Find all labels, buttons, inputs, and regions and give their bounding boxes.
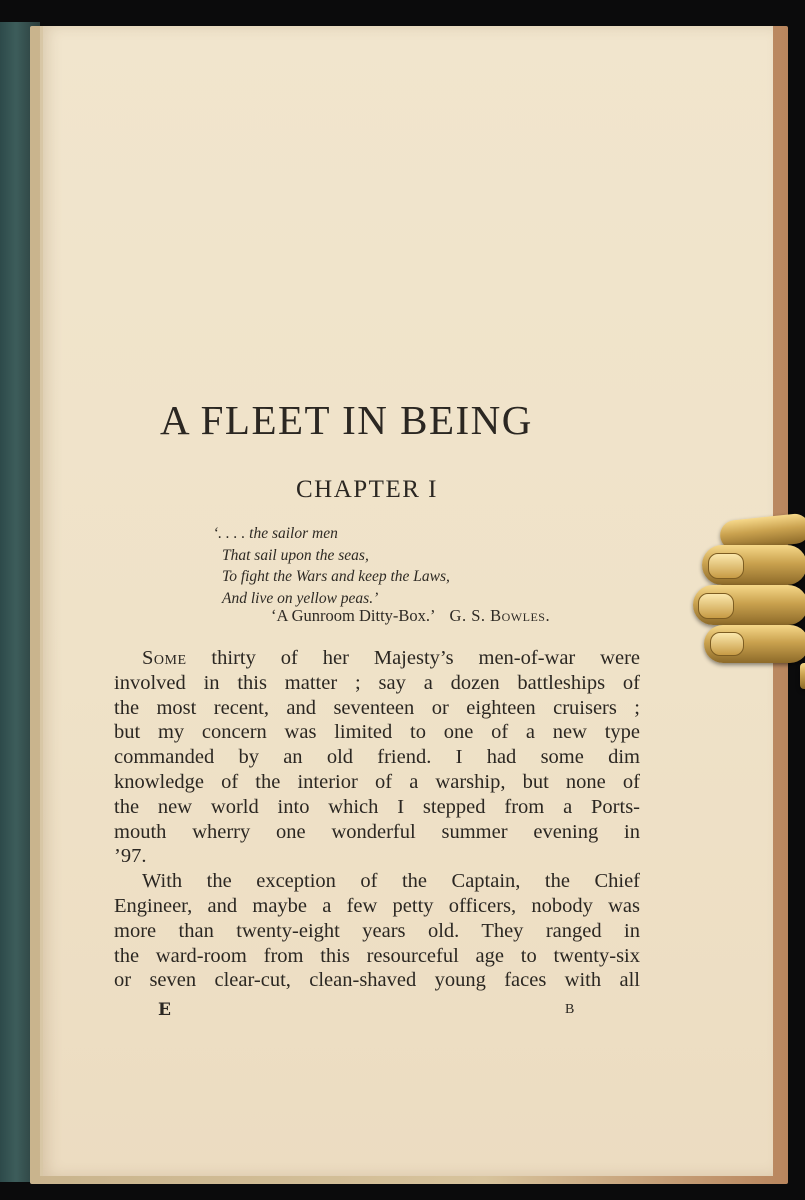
text-line: but my concern was limited to one of a new type — [114, 721, 640, 744]
chapter-heading: CHAPTER I — [296, 476, 438, 503]
paragraph-2 — [114, 869, 640, 993]
epigraph-line: And live on yellow peas.’ — [222, 589, 379, 607]
text-line: the most recent, and seventeen or eighteen cruisers ; — [114, 696, 640, 719]
page-gutter — [40, 26, 43, 1176]
text-line: ’97. — [114, 845, 147, 868]
epigraph-author: G. S. Bowles. — [449, 606, 551, 625]
finger-nail — [708, 553, 744, 579]
text-line: the ward-room from this resourceful age to twenty-six — [114, 944, 640, 967]
text-line: Engineer, and maybe a few petty officers, nobody was — [114, 894, 640, 917]
epigraph-line: That sail upon the seas, — [222, 546, 369, 564]
text-line: or seven clear-cut, clean-shaved young faces with all — [114, 969, 640, 992]
signature-mark-right: B — [565, 1002, 575, 1017]
text-line: more than twenty-eight years old. They ranged in — [114, 919, 640, 942]
finger-bottom — [800, 663, 805, 689]
book-title: A FLEET IN BEING — [160, 397, 533, 443]
body-text — [114, 646, 640, 993]
epigraph-line: To fight the Wars and keep the Laws, — [222, 568, 450, 585]
text-line: knowledge of the interior of a warship, but none of — [114, 770, 640, 793]
epigraph — [213, 523, 450, 609]
epigraph-attribution — [271, 606, 550, 626]
finger-nail — [698, 593, 734, 619]
text-line: the new world into which I stepped from a Ports- — [114, 795, 640, 818]
text-line-rest: thirty of her Majesty’s men-of-war were — [186, 647, 640, 669]
text-line: mouth wherry one wonderful summer evening in — [114, 820, 640, 843]
paragraph-1 — [114, 646, 640, 869]
lead-word: Some — [142, 647, 187, 669]
text-line: commanded by an old friend. I had some dim — [114, 746, 640, 769]
text-line: involved in this matter ; say a dozen battleships of — [114, 671, 640, 694]
finger-nail — [710, 632, 744, 656]
signature-mark-left: E — [158, 1000, 171, 1020]
epigraph-source: ‘A Gunroom Ditty-Box.’ — [271, 606, 436, 625]
text-line — [114, 646, 640, 671]
text-line: With the exception of the Captain, the Chief — [142, 870, 640, 893]
epigraph-line: ‘. . . . the sailor men — [213, 525, 338, 542]
brass-finger-clip-icon — [690, 515, 805, 690]
